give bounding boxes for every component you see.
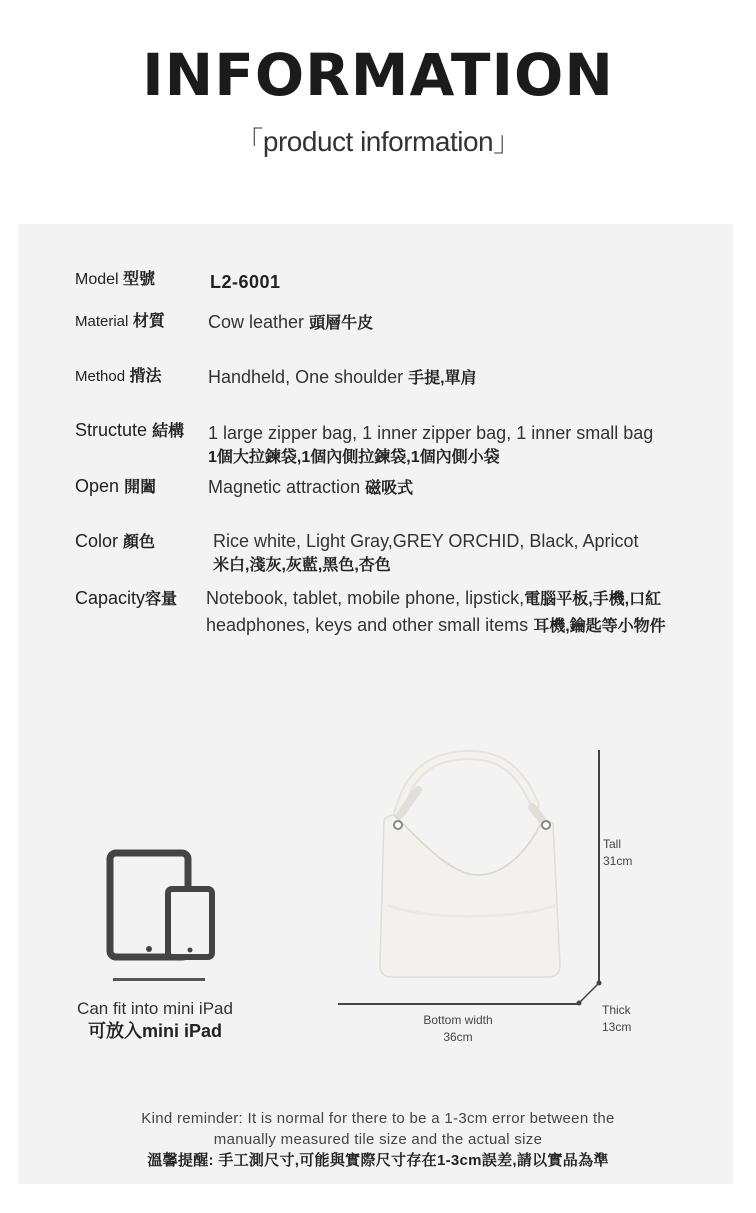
structure-value-zh: 1個大拉鍊袋,1個內側拉鍊袋,1個內側小袋 bbox=[208, 449, 500, 466]
capacity-label: Capacity容量 bbox=[75, 588, 178, 608]
bottom-dimension-text: Bottom width 36cm bbox=[423, 1013, 493, 1044]
structure-label: Structute 結構 bbox=[75, 420, 185, 440]
method-label: Method 揹法 bbox=[75, 368, 162, 385]
capacity-value-line2: headphones, keys and other small items 耳機,鑰匙等小物件 bbox=[206, 615, 666, 635]
icon-divider bbox=[113, 978, 205, 981]
open-value: Magnetic attraction 磁吸式 bbox=[208, 477, 414, 497]
color-value-zh: 米白,淺灰,灰藍,黑色,杏色 bbox=[213, 557, 391, 574]
model-value: L2-6001 bbox=[210, 272, 281, 292]
page-title: INFORMATION bbox=[142, 41, 614, 109]
bottom-dimension-line bbox=[338, 1003, 578, 1005]
tall-dimension-text: Tall 31cm bbox=[603, 837, 633, 868]
thick-dimension-text: Thick 13cm bbox=[602, 1003, 632, 1034]
color-label: Color 顏色 bbox=[75, 531, 156, 551]
tablet-phone-icon bbox=[106, 849, 218, 961]
method-value: Handheld, One shoulder 手提,單肩 bbox=[208, 367, 477, 387]
ipad-caption: Can fit into mini iPad 可放入mini iPad bbox=[77, 999, 233, 1041]
material-label: Material 材質 bbox=[75, 313, 165, 330]
open-label: Open 開闔 bbox=[75, 476, 157, 496]
page-subtitle: 「product information」 bbox=[235, 126, 521, 157]
tall-dimension-line bbox=[598, 750, 600, 985]
model-label: Model 型號 bbox=[75, 271, 156, 288]
structure-value-en: 1 large zipper bag, 1 inner zipper bag, 1 inner small bag bbox=[208, 423, 654, 443]
thick-dimension-line bbox=[574, 980, 604, 1008]
material-value: Cow leather 頭層牛皮 bbox=[208, 312, 374, 332]
kind-reminder: Kind reminder: It is normal for there to be a 1-3cm error between the manually measured tile size and the actual size 溫馨提醒: 手工測尺寸,可能與實際尺寸存在1-3cm誤差,請以實品為準 bbox=[141, 1110, 615, 1169]
capacity-value-line1: Notebook, tablet, mobile phone, lipstick,電腦平板,手機,口紅 bbox=[206, 588, 662, 608]
bag-image bbox=[360, 745, 600, 995]
color-value-en: Rice white, Light Gray,GREY ORCHID, Black, Apricot bbox=[213, 531, 639, 551]
